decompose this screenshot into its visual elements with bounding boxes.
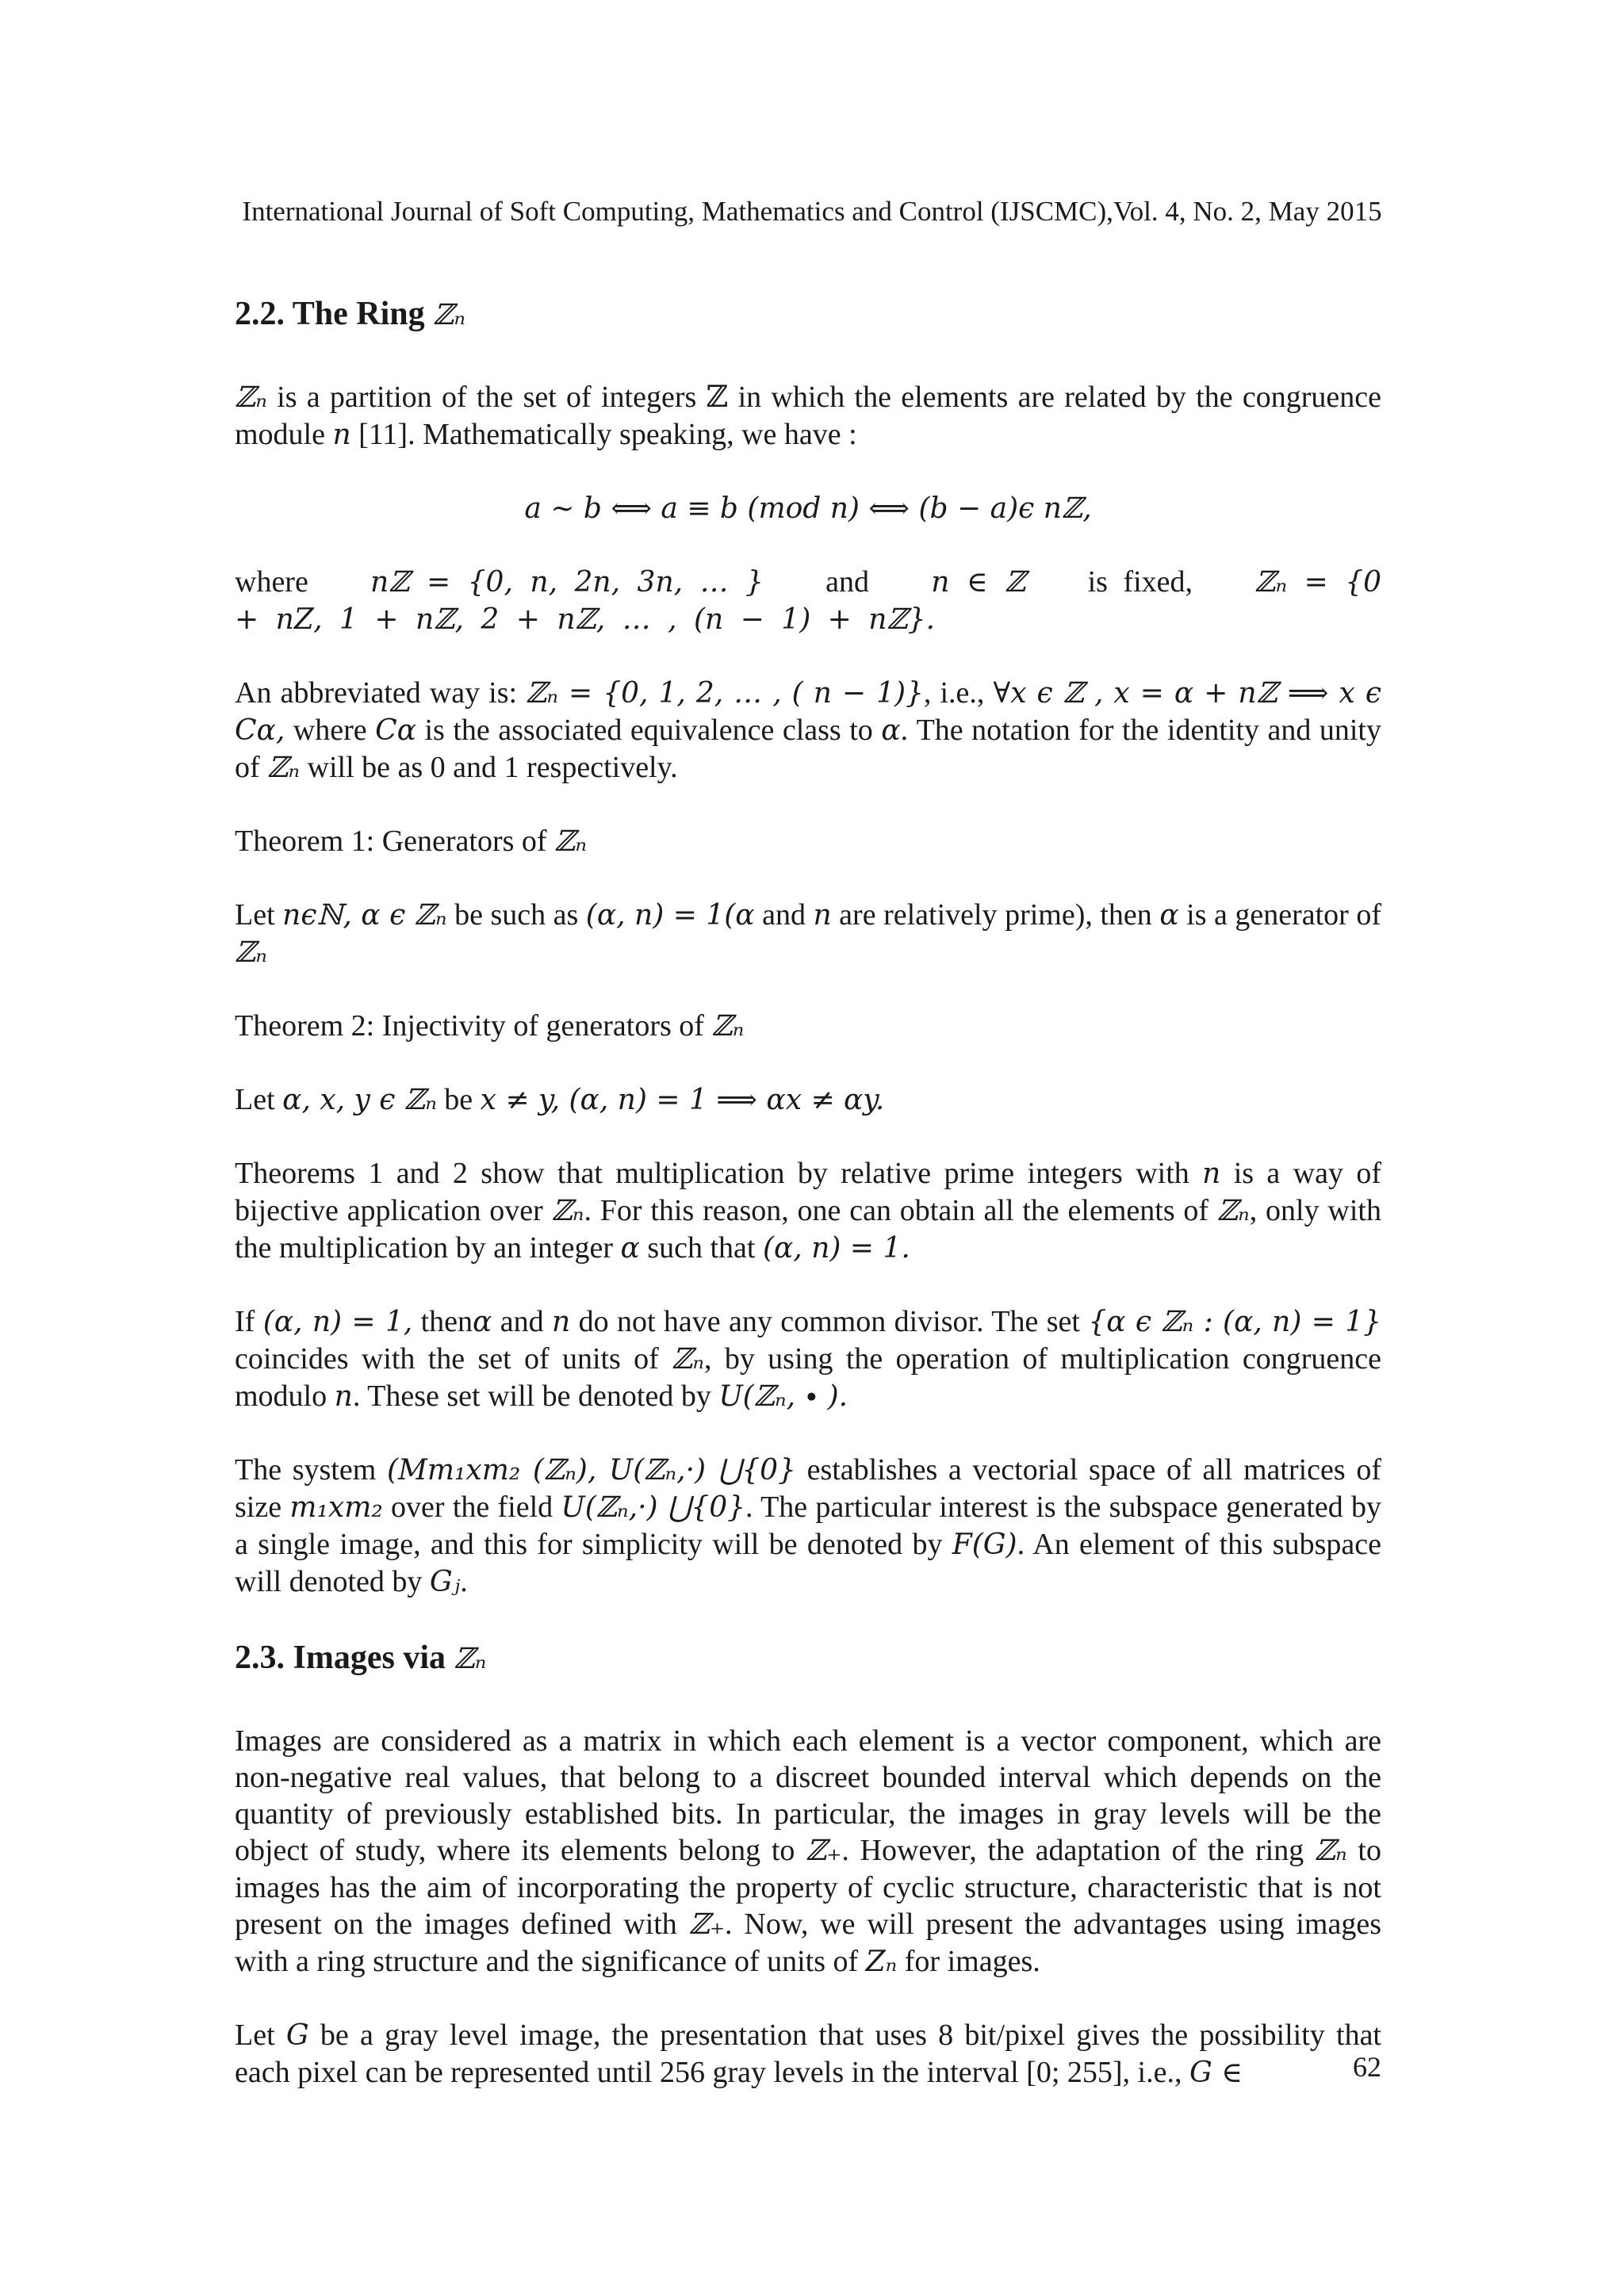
math-inline: (Mm₁xm₂ (ℤₙ), U(ℤₙ,·) ⋃{0} <box>386 1454 796 1487</box>
text-run: Images are considered as a matrix in which each element is a vector component, which are non-negative real values, that belong to a discreet bounded interval which depends on the quantity of previously established bits. In particular, the images in gray levels will be the object of study, where its elements belong to <box>235 1724 1381 1867</box>
text-run: to images has the aim of incorporating the property of cyclic structure, characteristic that is not present on the images defined with <box>235 1834 1381 1941</box>
math-inline: m₁xm₂ <box>289 1491 383 1524</box>
theorem-1-statement <box>235 897 1381 971</box>
math-inline: ℤₙ <box>1314 1835 1347 1867</box>
paragraph-units <box>235 1303 1381 1415</box>
paragraph-images-matrix <box>235 1723 1381 1980</box>
theorem-1-title <box>235 823 1381 860</box>
math-inline: U(ℤₙ, ∙ ). <box>718 1380 848 1413</box>
text-run: be such as <box>446 898 586 932</box>
text-run: such that <box>639 1231 763 1265</box>
math-inline: n <box>332 419 351 451</box>
text-run: Let <box>235 1083 283 1116</box>
text-run: and <box>825 565 870 599</box>
math-inline: α, x, y ϵ ℤₙ <box>282 1084 437 1116</box>
text-run: Let <box>235 898 283 932</box>
math-inline: α <box>1159 899 1179 932</box>
text-run: is a way of bijective application over <box>235 1157 1381 1227</box>
text-run: Theorem 1: Generators of <box>235 825 555 858</box>
paragraph-theorems-show <box>235 1155 1381 1267</box>
display-equation: a ∼ b ⟺ a ≡ b (mod n) ⟺ (b − a)ϵ nℤ, <box>524 492 1092 525</box>
math-inline: ℤₙ <box>711 1010 745 1043</box>
math-inline: ℤₙ <box>551 1195 584 1227</box>
math-inline: ℤₙ = {0, 1, 2, … , ( n − 1)} <box>526 677 924 710</box>
paragraph-where <box>235 564 1381 638</box>
text-run: . The notation for the identity and unity of <box>235 714 1381 784</box>
math-inline: U(ℤₙ,·) ⋃{0} <box>561 1491 746 1524</box>
math-inline: nℤ = {0, n, 2n, 3n, … } <box>370 566 764 599</box>
text-run: . For this reason, one can obtain all the elements of <box>584 1194 1217 1227</box>
text-run: [11]. Mathematically speaking, we have : <box>350 418 857 451</box>
text-run: establishes a vectorial space of all matrices of size <box>235 1453 1381 1524</box>
math-inline: ℤₙ <box>235 936 267 969</box>
page-number: 62 <box>1353 2051 1381 2083</box>
text-run: do not have any common divisor. The set <box>570 1305 1089 1338</box>
math-inline: n <box>334 1380 353 1413</box>
math-inline: nϵℕ, α ϵ ℤₙ <box>282 899 447 932</box>
text-run: . <box>460 1565 468 1598</box>
math-inline: x ≠ y, (α, n) = 1 ⟹ αx ≠ αy. <box>480 1084 885 1116</box>
text-run: over the field <box>382 1490 561 1524</box>
heading-text: 2.2. The Ring <box>235 296 434 332</box>
text-run: Let <box>235 2019 286 2052</box>
heading-math: ℤₙ <box>454 1643 487 1675</box>
text-run: The system <box>235 1453 387 1487</box>
math-inline: α <box>473 1306 492 1338</box>
math-inline: ℤₙ <box>267 752 301 784</box>
page-content <box>235 293 1381 2128</box>
math-inline: Zₙ <box>865 1946 898 1978</box>
math-inline: n <box>1202 1158 1221 1190</box>
math-inline: α <box>881 714 901 747</box>
text-run: and <box>754 898 814 932</box>
math-inline: G <box>285 2019 309 2052</box>
text-run: will be as 0 and 1 respectively. <box>300 751 678 784</box>
math-inline: (α, n) = 1. <box>762 1232 910 1265</box>
paragraph-gray-level <box>235 2017 1381 2091</box>
math-inline: ℤ₊ <box>806 1835 842 1867</box>
theorem-2-statement <box>235 1081 1381 1119</box>
math-inline: n <box>552 1306 571 1338</box>
text-run: Theorem 2: Injectivity of generators of <box>235 1009 712 1043</box>
math-inline: ℤₙ <box>672 1343 705 1376</box>
text-run: are relatively prime), then <box>831 898 1160 932</box>
math-inline: α <box>620 1232 640 1265</box>
math-inline: n <box>813 899 832 932</box>
section-heading-2-3 <box>235 1637 1381 1680</box>
theorem-2-title <box>235 1008 1381 1045</box>
text-run: for images. <box>897 1945 1040 1978</box>
math-inline: G ∈ <box>1189 2057 1243 2089</box>
text-run: If <box>235 1305 263 1338</box>
math-inline: Gⱼ <box>429 1566 461 1598</box>
heading-text: 2.3. Images via <box>235 1640 454 1676</box>
text-run: . The particular interest is the subspace generated by a single image, and this for simplicity will be denoted by <box>235 1490 1381 1561</box>
math-inline: n ∈ ℤ <box>931 566 1026 599</box>
text-run: Theorems 1 and 2 show that multiplication by relative prime integers with <box>235 1157 1203 1190</box>
text-run: , i.e., <box>923 676 994 710</box>
text-run: is the associated equivalence class to <box>416 714 882 747</box>
math-inline: {α ϵ ℤₙ : (α, n) = 1} <box>1088 1306 1382 1338</box>
math-inline: ℤₙ <box>554 825 587 858</box>
math-inline: ℤ₊ <box>688 1908 725 1941</box>
text-run: , by using the operation of multiplication congruence modulo <box>235 1342 1381 1413</box>
text-run: is a generator of <box>1178 898 1381 932</box>
math-inline: ℤₙ <box>235 381 267 414</box>
running-header: International Journal of Soft Computing, Mathematics and Control (IJSCMC),Vol. 4, No. 2, May 2015 <box>242 196 1382 227</box>
paragraph-abbreviated <box>235 675 1381 786</box>
math-inline: ℤₙ = {0 + nZ, 1 + nℤ, 2 + nℤ, … , (n − 1) + nℤ}. <box>235 566 1382 636</box>
text-run: An abbreviated way is: <box>235 676 527 710</box>
text-run: . An element of this subspace will denoted by <box>235 1528 1381 1598</box>
text-run: is a partition of the set of integers ℤ in which the elements are related by the congruence module <box>235 381 1381 451</box>
text-run: where <box>235 565 308 599</box>
text-run: . However, the adaptation of the ring <box>841 1834 1315 1867</box>
equation-congruence <box>235 490 1381 527</box>
paragraph-zn-definition <box>235 379 1381 453</box>
math-inline: (α, n) = 1, <box>262 1306 413 1338</box>
text-run: where <box>285 714 376 747</box>
text-run: and <box>492 1305 552 1338</box>
paragraph-system <box>235 1452 1381 1601</box>
math-inline: (α, n) = 1(α <box>585 899 755 932</box>
text-run: be <box>436 1083 481 1116</box>
text-run: is fixed, <box>1087 565 1193 599</box>
text-run: coincides with the set of units of <box>235 1342 672 1376</box>
text-run: be a gray level image, the presentation that uses 8 bit/pixel gives the possibility that each pixel can be represented until 256 gray levels in the interval [0; 255], i.e., <box>235 2019 1381 2089</box>
math-inline: Cα <box>375 714 416 747</box>
text-run: . Now, we will present the advantages using images with a ring structure and the significance of units of <box>235 1908 1382 1978</box>
section-heading-2-2 <box>235 293 1381 336</box>
text-run: , only with the multiplication by an integer <box>235 1194 1381 1265</box>
text-run: . These set will be denoted by <box>352 1380 719 1413</box>
math-inline: ∀x ϵ ℤ , x = α + nℤ ⟹ x ϵ Cα, <box>235 677 1381 747</box>
text-run: then <box>412 1305 473 1338</box>
math-inline: ℤₙ <box>1216 1195 1250 1227</box>
heading-math: ℤₙ <box>433 299 465 331</box>
math-inline: F(G) <box>952 1529 1017 1561</box>
